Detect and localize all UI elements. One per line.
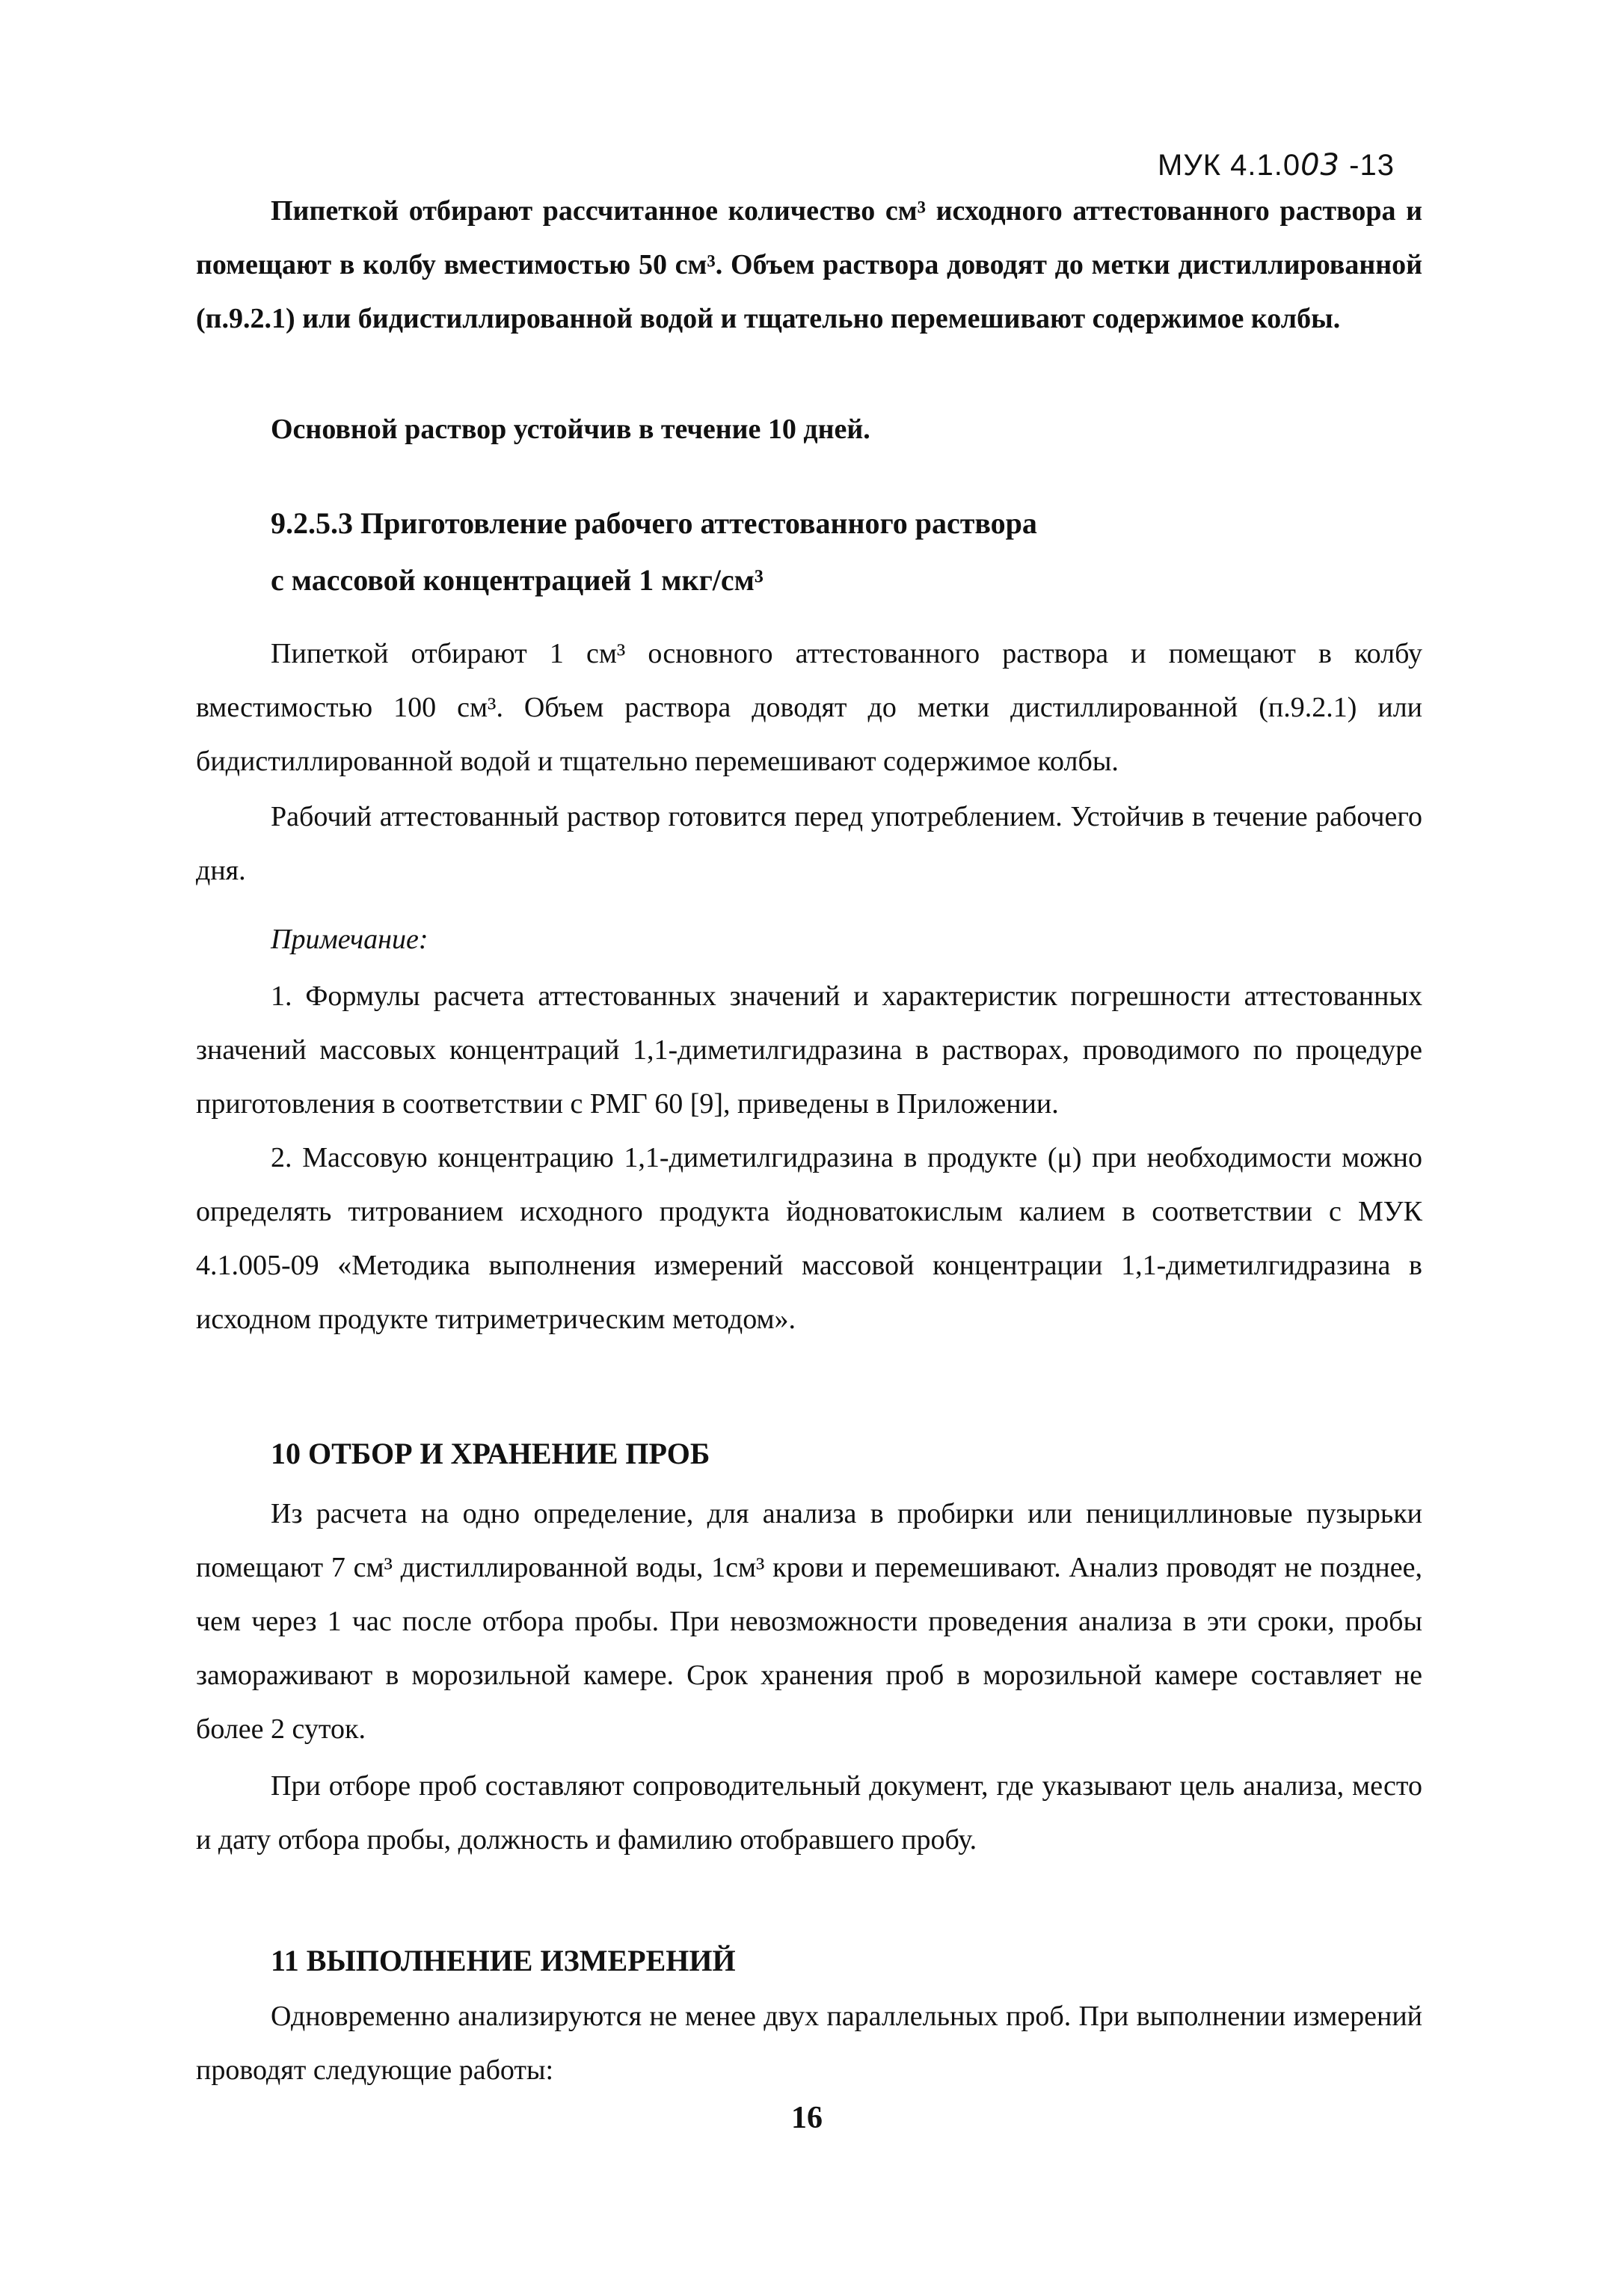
document-code-handwritten: 03 [1300, 148, 1341, 182]
paragraph-pipette-stock: Пипеткой отбирают рассчитанное количество см³ исходного аттестованного раствора и помещают в колбу вместимостью 50 см³. Объем раствора доводят до метки дистиллированной (п.9.2.1) или бидистиллированной водой и тщательно перемешивают содержимое колбы. [196, 195, 1422, 334]
note-item-2: 2. Массовую концентрацию 1,1-диметилгидразина в продукте (μ) при необходимости можно определять титрованием исходного продукта йодноватокислым калием в соответствии с МУК 4.1.005-09 «Методика выполнения измерений массовой концентрации 1,1-диметилгидразина в исходном продукте титриметрическим методом». [196, 1142, 1422, 1335]
section-10-title: 10 ОТБОР И ХРАНЕНИЕ ПРОБ [271, 1437, 710, 1470]
section-11-title: 11 ВЫПОЛНЕНИЕ ИЗМЕРЕНИЙ [271, 1944, 736, 1977]
paragraph-sampling-document: При отборе проб составляют сопроводительный документ, где указывают цель анализа, место и дату отбора пробы, должность и фамилию отобравшего пробу. [196, 1770, 1422, 1855]
section-9253-title-line2: с массовой концентрацией 1 мкг/см³ [271, 563, 764, 597]
note-item-1: 1. Формулы расчета аттестованных значений и характеристик погрешности аттестованных значений массовых концентраций 1,1-диметилгидразина в растворах, проводимого по процедуре приготовления в соответствии с РМГ 60 [9], приведены в Приложении. [196, 980, 1422, 1120]
paragraph-sampling: Из расчета на одно определение, для анализа в пробирки или пенициллиновые пузырьки помещают 7 см³ дистиллированной воды, 1см³ крови и перемешивают. Анализ проводят не позднее, чем через 1 час после отбора пробы. При невозможности проведения анализа в эти сроки, пробы замораживают в морозильной камере. Срок хранения проб в морозильной камере составляет не более 2 суток. [196, 1498, 1422, 1745]
note-title: Примечание: [271, 924, 428, 955]
page-number: 16 [791, 2101, 823, 2135]
section-9253-title-line1: 9.2.5.3 Приготовление рабочего аттестованного раствора [271, 506, 1037, 540]
paragraph-working-solution: Рабочий аттестованный раствор готовится перед употреблением. Устойчив в течение рабочего дня. [196, 801, 1422, 886]
document-code-prefix: МУК 4.1.0 [1158, 149, 1301, 182]
paragraph-pipette-working: Пипеткой отбирают 1 см³ основного аттестованного раствора и помещают в колбу вместимостью 100 см³. Объем раствора доводят до метки дистиллированной (п.9.2.1) или бидистиллированной водой и тщательно перемешивают содержимое колбы. [196, 638, 1422, 777]
paragraph-measurements: Одновременно анализируются не менее двух параллельных проб. При выполнении измерений проводят следующие работы: [196, 2001, 1422, 2086]
document-code-suffix: -13 [1340, 149, 1395, 182]
paragraph-stability: Основной раствор устойчив в течение 10 дней. [271, 414, 870, 445]
document-code [1158, 148, 1395, 182]
